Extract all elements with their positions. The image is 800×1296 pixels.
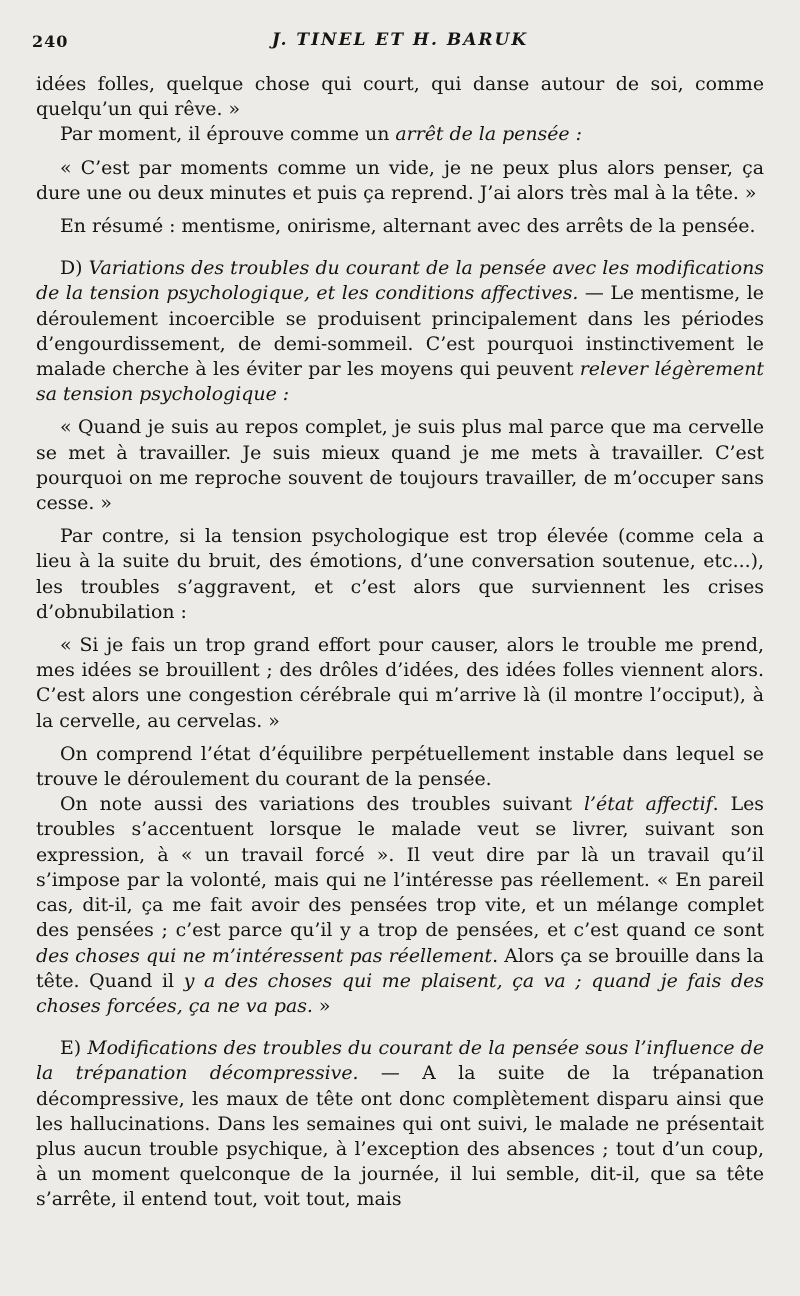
paragraph-2: Par moment, il éprouve comme un arrêt de la pensée : <box>60 123 582 146</box>
running-head: J. TINEL ET H. BARUK <box>271 30 529 50</box>
paragraph-1: idées folles, quelque chose qui court, qui danse autour de soi, comme quelqu’un qui rêve. » <box>36 73 764 121</box>
page-number: 240 <box>32 32 69 51</box>
body-text <box>36 72 764 1213</box>
paragraph-tension: Par contre, si la tension psychologique est trop élevée (comme cela a lieu à la suite du bruit, des émotions, d’une conversation soutenue, etc...), les troubles s’aggravent, et c’est alors que surviennent les crises d’obnubilation : <box>36 525 764 623</box>
section-d: D) Variations des troubles du courant de la pensée avec les modifications de la tension psychologique, et les conditions affectives. — Le mentisme, le déroulement incoercible se produisent principalement dans les périodes d’engourdissement, de demi-sommeil. C’est pourquoi instinctivement le malade cherche à les éviter par les moyens qui peuvent relever légèrement sa tension psychologique : <box>36 257 764 406</box>
quote-1: « C’est par moments comme un vide, je ne peux plus alors penser, ça dure une ou deux minutes et puis ça reprend. J’ai alors très mal à la tête. » <box>36 156 764 204</box>
page-header <box>32 26 768 56</box>
paragraph-equilibrium: On comprend l’état d’équilibre perpétuellement instable dans lequel se trouve le déroulement du courant de la pensée. <box>36 742 764 791</box>
quote-2: « Quand je suis au repos complet, je suis plus mal parce que ma cervelle se met à travailler. Je suis mieux quand je me mets à travailler. C’est pourquoi on me reproche souvent de toujours travailler, de m’occuper sans cesse. » <box>36 416 764 515</box>
paragraph-affectif: On note aussi des variations des troubles suivant l’état affectif. Les troubles s’accentuent lorsque le malade veut se livrer, suivant son expression, à « un travail forcé ». Il veut dire par là un travail qu’il s’impose par la volonté, mais qui ne l’intéresse pas réellement. « En pareil cas, dit-il, ça me fait avoir des pensées trop vite, et un mélange complet des pensées ; c’est parce qu’il y a trop de pensées, et c’est quand ce sont des choses qui ne m’intéressent pas réellement. Alors ça se brouille dans la tête. Quand il y a des choses qui me plaisent, ça va ; quand je fais des choses forcées, ça ne va pas. » <box>36 793 764 1017</box>
quote-3: « Si je fais un trop grand effort pour causer, alors le trouble me prend, mes idées se brouillent ; des drôles d’idées, des idées folles viennent alors. C’est alors une congestion cérébrale qui m’arrive là (il montre l’occiput), à la cervelle, au cervelas. » <box>36 634 764 732</box>
paragraph-summary: En résumé : mentisme, onirisme, alternant avec des arrêts de la pensée. <box>60 215 756 238</box>
section-e: E) Modifications des troubles du courant de la pensée sous l’influence de la trépanation décompressive. — A la suite de la trépanation décompressive, les maux de tête ont donc complètement disparu ainsi que les hallucinations. Dans les semaines qui ont suivi, le malade ne présentait plus aucun trouble psychique, à l’exception des absences ; tout d’un coup, à un moment quelconque de la journée, il lui semble, dit-il, que sa tête s’arrête, il entend tout, voit tout, mais <box>36 1037 764 1211</box>
